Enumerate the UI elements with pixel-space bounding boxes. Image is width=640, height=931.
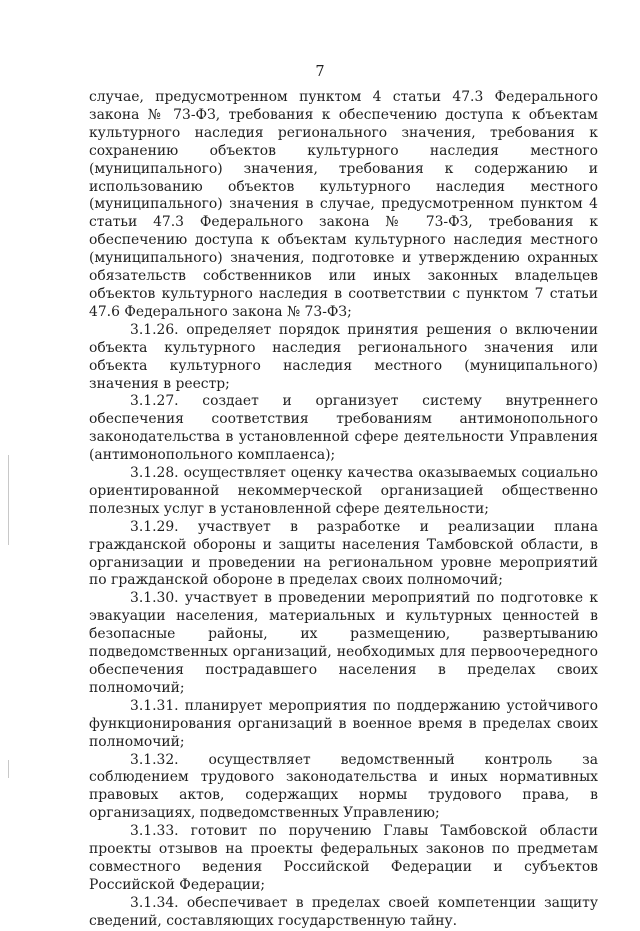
paragraph-3-1-29: 3.1.29. участвует в разработке и реализации плана гражданской обороны и защиты населения Тамбовской области, в организации и проведении на региональном уровне мероприятий по гражданской обороне в пределах своих полномочий; bbox=[89, 518, 598, 589]
paragraph-continuation: случае, предусмотренном пунктом 4 статьи 47.3 Федерального закона № 73-ФЗ, требования к обеспечению доступа к объектам культурного наследия регионального значения, требования к сохранению объектов культурного наследия местного (муниципального) значения, требования к содержанию и использованию объектов культурного наследия местного (муниципального) значения в случае, предусмотренном пунктом 4 статьи 47.3 Федерального закона № 73-ФЗ, требования к обеспечению доступа к объектам культурного наследия местного (муниципального) значения, подготовке и утверждению охранных обязательств собственников или иных законных владельцев объектов культурного наследия в соответствии с пунктом 7 статьи 47.6 Федерального закона № 73-ФЗ; bbox=[89, 89, 598, 320]
paragraph-3-1-33: 3.1.33. готовит по поручению Главы Тамбовской области проекты отзывов на проекты федеральных законов по предметам совместного ведения Российской Федерации и субъектов Российской Федерации; bbox=[89, 823, 598, 893]
paragraph-3-1-32: 3.1.32. осуществляет ведомственный контроль за соблюдением трудового законодательства и иных нормативных правовых актов, содержащих нормы трудового права, в организациях, подведомственных Управлению; bbox=[89, 751, 598, 822]
scan-margin-mark bbox=[8, 455, 9, 545]
page-number: 7 bbox=[315, 64, 325, 80]
paragraph-3-1-34: 3.1.34. обеспечивает в пределах своей компетенции защиту сведений, составляющих государственную тайну. bbox=[89, 894, 598, 929]
paragraph-3-1-27: 3.1.27. создает и организует систему внутреннего обеспечения соответствия требованиям антимонопольного законодательства в установленной сфере деятельности Управления (антимонопольного комплаенса); bbox=[89, 393, 598, 464]
paragraph-3-1-28: 3.1.28. осуществляет оценку качества оказываемых социально ориентированной некоммерческой организацией общественно полезных услуг в установленной сфере деятельности; bbox=[89, 465, 598, 517]
body-text bbox=[89, 89, 598, 931]
paragraph-3-1-26: 3.1.26. определяет порядок принятия решения о включении объекта культурного наследия регионального значения или объекта культурного наследия местного (муниципального) значения в реестр; bbox=[89, 321, 598, 392]
paragraph-3-1-31: 3.1.31. планирует мероприятия по поддержанию устойчивого функционирования организаций в военное время в пределах своих полномочий; bbox=[89, 697, 598, 750]
paragraph-3-1-30: 3.1.30. участвует в проведении мероприятий по подготовке к эвакуации населения, материальных и культурных ценностей в безопасные районы, их размещению, развертыванию подведомственных организаций, необходимых для первоочередного обеспечения пострадавшего населения в пределах своих полномочий; bbox=[89, 590, 598, 696]
scan-margin-mark bbox=[8, 760, 9, 778]
